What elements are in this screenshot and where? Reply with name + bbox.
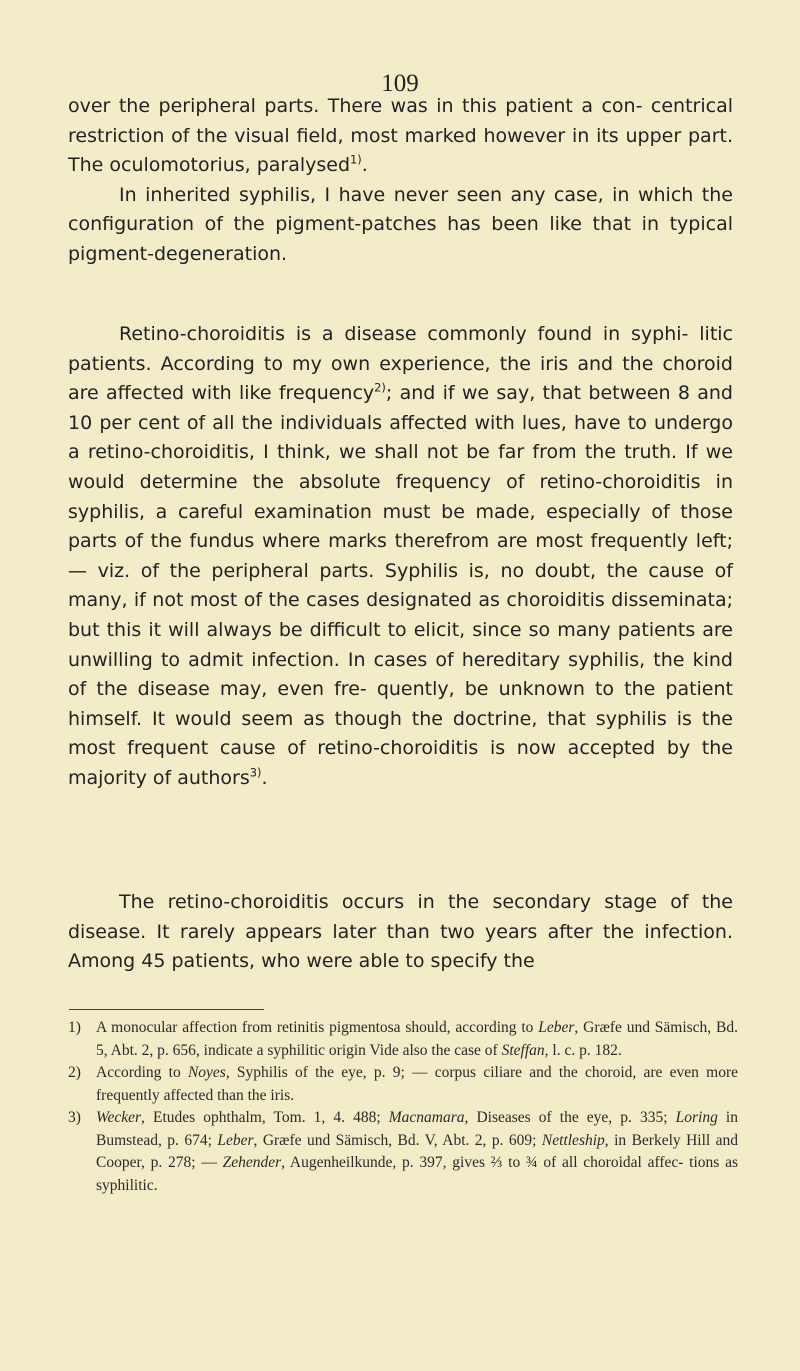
text-run: , l. c. p. 182. <box>544 1041 622 1059</box>
footnotes <box>68 1017 738 1197</box>
footnote-1 <box>68 1017 738 1062</box>
paragraph-2 <box>68 320 733 794</box>
text-run: in Bumstead, p. 674; <box>96 1109 738 1149</box>
author-name: Leber <box>538 1019 575 1036</box>
text-run: . <box>361 154 368 177</box>
paragraph-retino-choroiditis <box>68 320 733 794</box>
author-name: Loring <box>675 1109 718 1126</box>
text-run: Retino-choroiditis is a disease commonly found in syphi- litic patients. According to my own experience, the iris and the choroid are affected with like frequency <box>68 323 733 405</box>
paragraph-3: The retino-choroiditis occurs in the secondary stage of the disease. It rarely appears later than two years after the infection. Among 45 patients, who were able to specify the <box>68 891 733 973</box>
text-run: According to <box>96 1064 188 1081</box>
text-run: , Græfe und Sämisch, Bd. 5, Abt. 2, p. 656, indicate a syphilitic origin Vide also the case of <box>96 1019 738 1059</box>
footnote-mark: 3) <box>68 1109 81 1126</box>
footnote-mark: 2) <box>68 1064 81 1081</box>
author-name: Macnamara <box>388 1109 465 1126</box>
footnote-ref-2: 2) <box>374 380 386 395</box>
text-run: , Syphilis of the eye, p. 9; — corpus ciliare and the choroid, are even more frequently affected than the iris. <box>96 1064 738 1104</box>
text-run: ; and if we say, that between 8 and 10 per cent of all the individuals affected with lues, have to undergo a retino-choroiditis, I think, we shall not be far from the truth. If we would determine the absolute frequency of retino-choroiditis in syphilis, a careful examination must be made, especially of those parts of the fundus where marks therefrom are most frequently left; — viz. of the peripheral parts. Syphilis is, no doubt, the cause of many, if not most of the cases designated as choroiditis disseminata; but this it will always be difficult to elicit, since so many patients are unwilling to admit infection. In cases of hereditary syphilis, the kind of the disease may, even fre- quently, be unknown to the patient himself. It would seem as though the doctrine, that syphilis is the most frequent cause of retino-choroiditis is now accepted by the majority of authors <box>68 382 733 789</box>
author-name: Leber <box>217 1131 254 1149</box>
text-run: , Græfe und Sämisch, Bd. V, Abt. 2, p. 609; <box>253 1131 542 1149</box>
author-name: Nettleship <box>541 1131 605 1149</box>
text-run: . <box>261 766 268 789</box>
footnote-3 <box>68 1107 738 1197</box>
footnote-ref-1: 1) <box>350 152 362 167</box>
text-run: A monocular affection from retinitis pigmentosa should, according to <box>96 1019 539 1036</box>
footnote-ref-3: 3) <box>249 765 262 780</box>
footnote-2 <box>68 1062 738 1107</box>
footnote-divider <box>69 1009 264 1010</box>
author-name: Zehender <box>222 1154 282 1171</box>
paragraph-secondary-stage <box>68 888 733 977</box>
author-name: Steffan <box>501 1041 545 1059</box>
text-run: , Diseases of the eye, p. 335; <box>464 1109 676 1126</box>
text-run: , Etudes ophthalm, Tom. 1, 4. 488; <box>141 1109 389 1126</box>
paragraph-continuation <box>68 92 733 270</box>
author-name: Noyes <box>187 1064 226 1081</box>
footnote-mark: 1) <box>68 1019 81 1036</box>
text-run: , in Berkely Hill and Cooper, p. 278; — <box>96 1131 738 1171</box>
text-run: over the peripheral parts. There was in this patient a con- centrical restriction of the visual field, most marked however in its upper part. The oculomotorius, paralysed <box>68 95 733 177</box>
page-number: 109 <box>381 70 419 97</box>
author-name: Wecker <box>96 1109 142 1126</box>
paragraph-1a <box>68 92 733 181</box>
text-run: , Augenheilkunde, p. 397, gives ⅔ to ¾ of all choroidal affec- tions as syphilitic. <box>96 1154 738 1194</box>
paragraph-1b: In inherited syphilis, I have never seen any case, in which the configuration of the pigment-patches has been like that in typical pigment-degeneration. <box>68 183 733 265</box>
